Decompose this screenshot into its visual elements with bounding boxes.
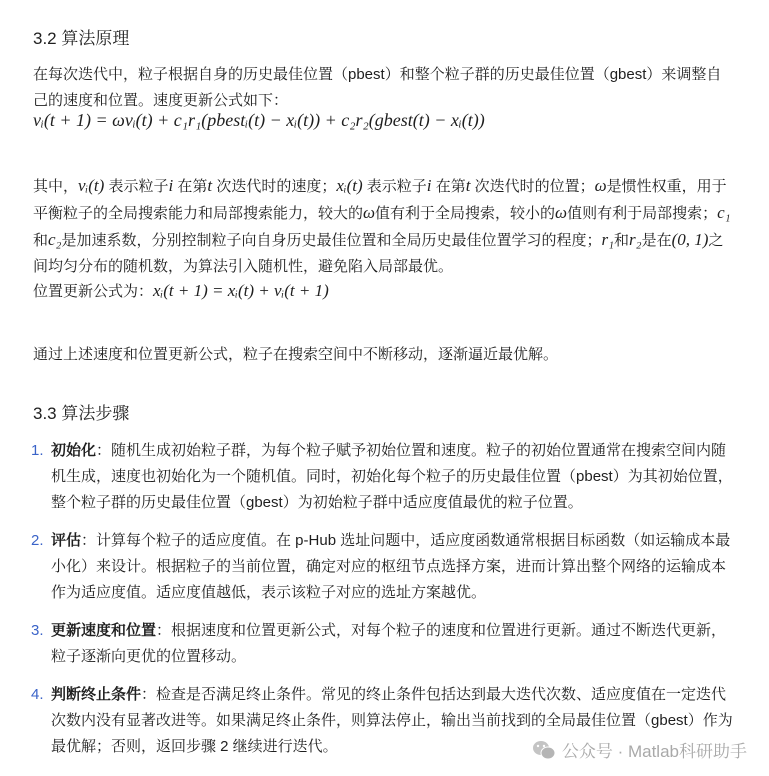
position-formula-line: 位置更新公式为：xᵢ(t + 1) = xᵢ(t) + vᵢ(t + 1): [33, 281, 329, 300]
list-item: 1. 初始化：随机生成初始粒子群，为每个粒子赋予初始位置和速度。粒子的初始位置通常在搜索空间内随机生成，速度也初始化为一个随机值。同时，初始化每个粒子的历史最佳位置（pbest）为其初始位置，整个粒子群的历史最佳位置（gbest）为初始粒子群中适应度值最优的粒子位置。: [31, 442, 733, 511]
section-heading: 3.2 算法原理: [33, 29, 130, 48]
list-item: 4. 判断终止条件：检查是否满足终止条件。常见的终止条件包括达到最大迭代次数、适应度值在一定迭代次数内没有显著改进等。如果满足终止条件，则算法停止，输出当前找到的全局最佳位置（gbest）作为最优解；否则，返回步骤 2 继续进行迭代。: [31, 686, 733, 755]
wechat-icon: [532, 739, 556, 761]
summary-paragraph: 通过上述速度和位置更新公式，粒子在搜索空间中不断移动，逐渐逼近最优解。: [33, 346, 559, 363]
steps-list: [33, 438, 733, 772]
watermark: 公众号 · Matlab科研助手: [532, 737, 747, 762]
velocity-formula: vᵢ(t + 1) = ωvᵢ(t) + c₁r₁(pbestᵢ(t) − xᵢ(t)) + c₂r₂(gbest(t) − xᵢ(t)): [33, 110, 485, 130]
explanation-paragraph: 其中，vᵢ(t) 表示粒子i 在第t 次迭代时的速度；xᵢ(t) 表示粒子i 在第t 次迭代时的位置；ω是惯性权重，用于平衡粒子的全局搜索能力和局部搜索能力，较大的ω值有利于全局搜索，较小的ω值则有利于局部搜索；c₁和c₂是加速系数，分别控制粒子向自身历史最佳位置和全局历史最佳位置学习的程度；r₁和r₂是在(0, 1)之间均匀分布的随机数，为算法引入随机性，避免陷入局部最优。: [33, 176, 731, 275]
intro-paragraph: 在每次迭代中，粒子根据自身的历史最佳位置（pbest）和整个粒子群的历史最佳位置（gbest）来调整自己的速度和位置。速度更新公式如下：: [33, 66, 722, 109]
section-heading: 3.3 算法步骤: [33, 404, 130, 423]
position-formula: xᵢ(t + 1) = xᵢ(t) + vᵢ(t + 1): [153, 281, 329, 300]
list-item: 3. 更新速度和位置：根据速度和位置更新公式，对每个粒子的速度和位置进行更新。通过不断迭代更新，粒子逐渐向更优的位置移动。: [31, 622, 727, 665]
list-item: 2. 评估：计算每个粒子的适应度值。在 p-Hub 选址问题中，适应度函数通常根据目标函数（如运输成本最小化）来设计。根据粒子的当前位置，确定对应的枢纽节点选择方案，进而计算出整个网络的运输成本作为适应度值。适应度值越低，表示该粒子对应的选址方案越优。: [31, 532, 731, 601]
